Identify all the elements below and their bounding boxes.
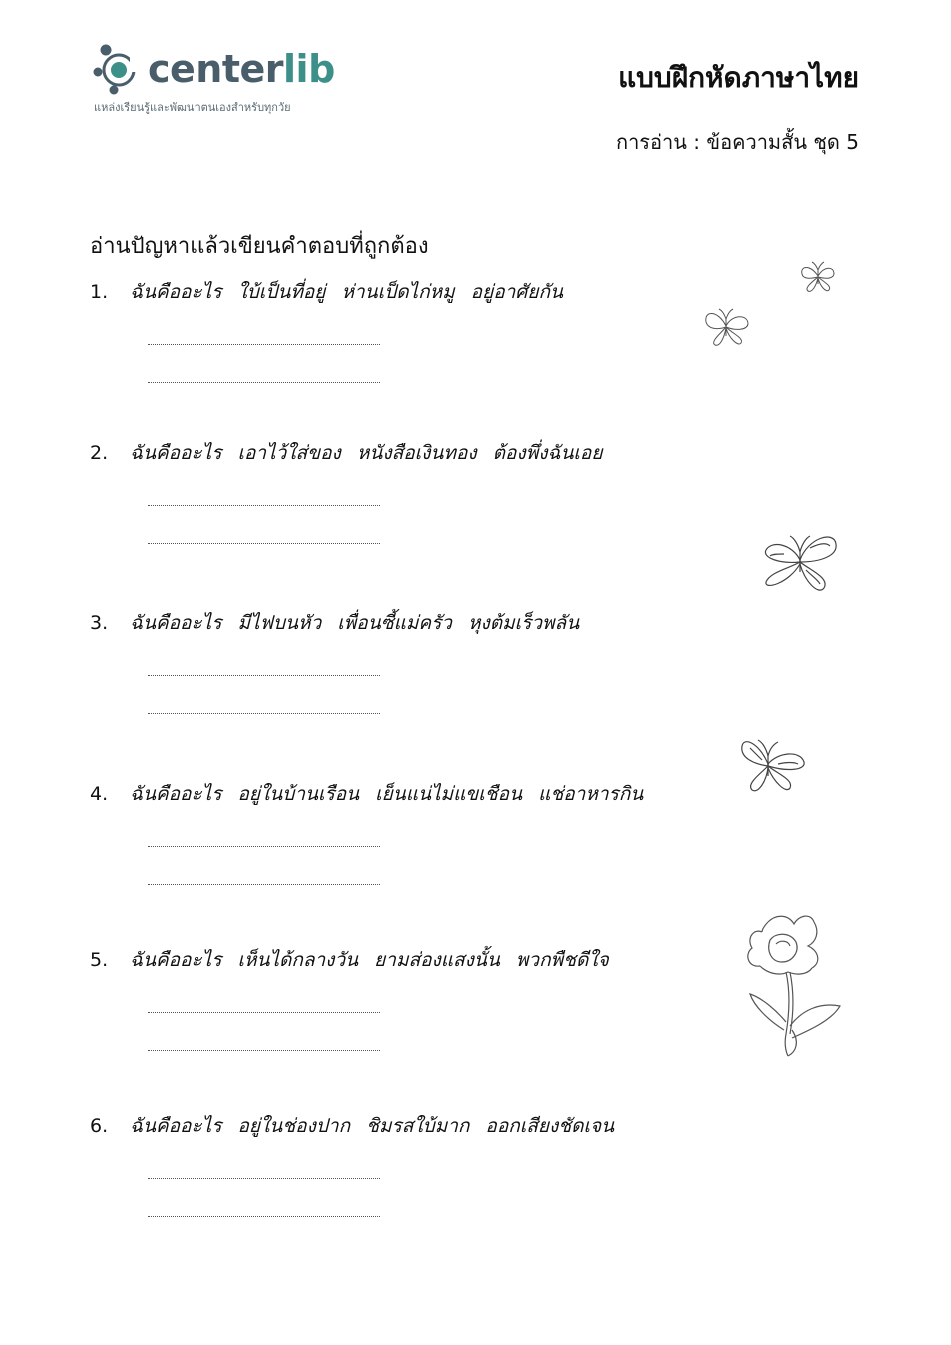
answer-line-2[interactable] bbox=[148, 506, 380, 544]
answer-line-2[interactable] bbox=[148, 345, 380, 383]
logo-wordmark bbox=[148, 44, 335, 94]
question-text: ฉันคืออะไร อยู่ในบ้านเรือน เย็นแน่ไม่แขเชือน แช่อาหารกิน bbox=[130, 783, 644, 805]
question-1 bbox=[90, 277, 730, 383]
question-text: ฉันคืออะไร มีไฟบนหัว เพื่อนซี้แม่ครัว หุงต้มเร็วพลัน bbox=[130, 612, 580, 634]
answer-line-1[interactable] bbox=[148, 307, 380, 345]
answer-line-1[interactable] bbox=[148, 975, 380, 1013]
instruction-text: อ่านปัญหาแล้วเขียนคำตอบที่ถูกต้อง bbox=[90, 234, 429, 259]
answer-line-1[interactable] bbox=[148, 638, 380, 676]
answer-line-2[interactable] bbox=[148, 1179, 380, 1217]
logo-word-lib: lib bbox=[283, 47, 335, 91]
question-text: ฉันคืออะไร ใบ้เป็นที่อยู่ ห่านเป็ดไก่หมู อยู่อาศัยกัน bbox=[130, 281, 563, 303]
question-number: 6. bbox=[90, 1115, 109, 1137]
question-number: 4. bbox=[90, 783, 109, 805]
logo-mark-icon bbox=[92, 42, 146, 96]
answer-line-1[interactable] bbox=[148, 468, 380, 506]
centerlib-logo bbox=[92, 40, 352, 120]
question-number: 2. bbox=[90, 442, 109, 464]
butterfly-icon bbox=[760, 530, 840, 596]
question-number: 1. bbox=[90, 281, 109, 303]
answer-line-1[interactable] bbox=[148, 1141, 380, 1179]
butterfly-icon bbox=[738, 734, 808, 794]
logo-word-center: center bbox=[148, 47, 284, 91]
answer-line-1[interactable] bbox=[148, 809, 380, 847]
butterfly-icon bbox=[798, 260, 838, 294]
question-number: 3. bbox=[90, 612, 109, 634]
answer-line-2[interactable] bbox=[148, 1013, 380, 1051]
question-number: 5. bbox=[90, 949, 109, 971]
logo-tagline: แหล่งเรียนรู้และพัฒนาตนเองสำหรับทุกวัย bbox=[94, 101, 291, 114]
flower-icon bbox=[740, 910, 846, 1058]
question-text: ฉันคืออะไร เห็นได้กลางวัน ยามส่องแสงนั้น พวกพืชดีใจ bbox=[130, 949, 609, 971]
question-text: ฉันคืออะไร เอาไว้ใส่ของ หนังสือเงินทอง ต้องพึ่งฉันเอย bbox=[130, 442, 603, 464]
worksheet-title: แบบฝึกหัดภาษาไทย bbox=[618, 61, 859, 94]
question-5 bbox=[90, 945, 730, 1051]
question-4 bbox=[90, 779, 730, 885]
question-2 bbox=[90, 438, 730, 544]
butterfly-icon bbox=[702, 306, 752, 348]
answer-line-2[interactable] bbox=[148, 847, 380, 885]
question-text: ฉันคืออะไร อยู่ในช่องปาก ชิมรสใบ้มาก ออกเสียงชัดเจน bbox=[130, 1115, 615, 1137]
worksheet-subtitle: การอ่าน : ข้อความสั้น ชุด 5 bbox=[615, 130, 859, 154]
answer-line-2[interactable] bbox=[148, 676, 380, 714]
question-3 bbox=[90, 608, 730, 714]
question-6 bbox=[90, 1111, 730, 1217]
